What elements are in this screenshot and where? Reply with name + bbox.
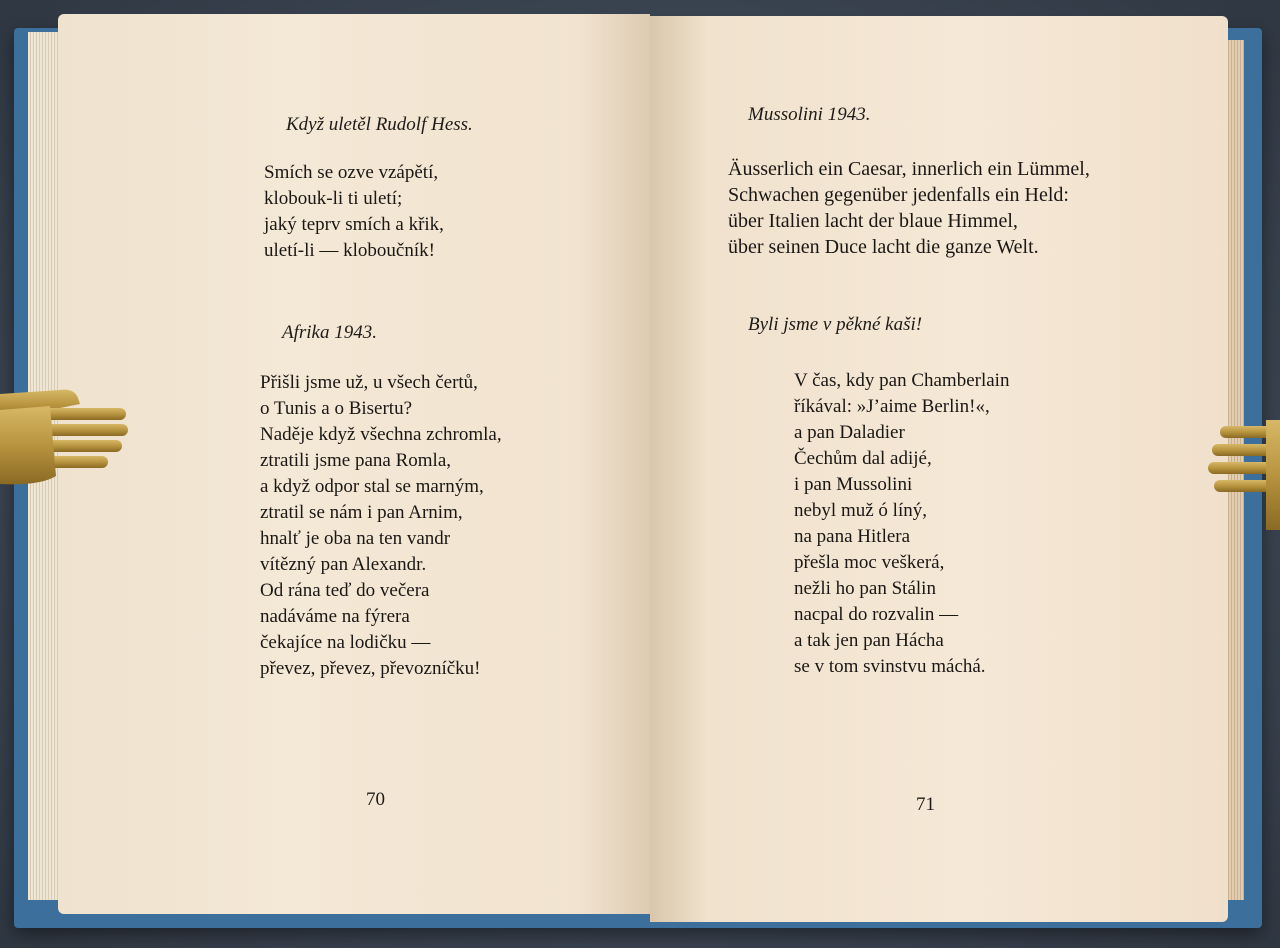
poem-title-mussolini: Mussolini 1943. xyxy=(748,104,871,125)
page-number-right: 71 xyxy=(916,794,935,815)
poem-line: o Tunis a o Bisertu? xyxy=(260,398,413,419)
poem-line: V čas, kdy pan Chamberlain xyxy=(794,370,1010,391)
poem-line: über seinen Duce lacht die ganze Welt. xyxy=(728,236,1039,258)
poem-line: hnalť je oba na ten vandr xyxy=(260,528,451,549)
poem-line: über Italien lacht der blaue Himmel, xyxy=(728,210,1018,232)
poem-line: jaký teprv smích a křik, xyxy=(264,214,444,235)
poem-line: uletí-li — kloboučník! xyxy=(264,240,435,261)
left-page xyxy=(58,14,650,914)
poem-line: na pana Hitlera xyxy=(794,526,911,547)
poem-line: nežli ho pan Stálin xyxy=(794,578,936,599)
poem-hess xyxy=(264,160,444,264)
poem-line: Naděje když všechna zchromla, xyxy=(260,424,502,445)
poem-line: Smích se ozve vzápětí, xyxy=(264,162,439,183)
page-number-left: 70 xyxy=(366,789,385,810)
poem-line: říkával: »J’aime Berlin!«, xyxy=(794,396,990,417)
poem-line: nadáváme na fýrera xyxy=(260,606,410,627)
poem-line: i pan Mussolini xyxy=(794,474,913,495)
poem-line: ztratili jsme pana Romla, xyxy=(260,450,452,471)
poem-line: a tak jen pan Hácha xyxy=(794,630,944,651)
poem-line: přešla moc veškerá, xyxy=(794,552,945,573)
poem-line: nacpal do rozvalin — xyxy=(794,604,959,625)
poem-line: nebyl muž ó líný, xyxy=(794,500,927,521)
poem-line: ztratil se nám i pan Arnim, xyxy=(260,502,463,523)
poem-line: Přišli jsme už, u všech čertů, xyxy=(260,372,478,393)
right-page xyxy=(650,16,1228,922)
poem-line: převez, převez, převozníčku! xyxy=(260,658,481,679)
poem-line: Od rána teď do večera xyxy=(260,580,430,601)
poem-title-hess: Když uletěl Rudolf Hess. xyxy=(286,114,473,135)
poem-afrika xyxy=(260,370,502,682)
poem-line: a pan Daladier xyxy=(794,422,905,443)
right-page-holder-hand-icon xyxy=(1206,420,1280,530)
poem-line: a když odpor stal se marným, xyxy=(260,476,484,497)
poem-line: Čechům dal adijé, xyxy=(794,448,932,469)
poem-line: klobouk-li ti uletí; xyxy=(264,188,403,209)
poem-line: čekajíce na lodičku — xyxy=(260,632,431,653)
poem-kase xyxy=(794,368,1009,680)
poem-line: Äusserlich ein Caesar, innerlich ein Lümmel, xyxy=(728,158,1090,180)
poem-line: se v tom svinstvu máchá. xyxy=(794,656,986,677)
poem-line: Schwachen gegenüber jedenfalls ein Held: xyxy=(728,184,1069,206)
poem-line: vítězný pan Alexandr. xyxy=(260,554,427,575)
poem-title-afrika: Afrika 1943. xyxy=(282,322,377,343)
left-page-holder-hand-icon xyxy=(0,380,130,490)
poem-title-kase: Byli jsme v pěkné kaši! xyxy=(748,314,923,335)
poem-mussolini xyxy=(728,156,1090,260)
